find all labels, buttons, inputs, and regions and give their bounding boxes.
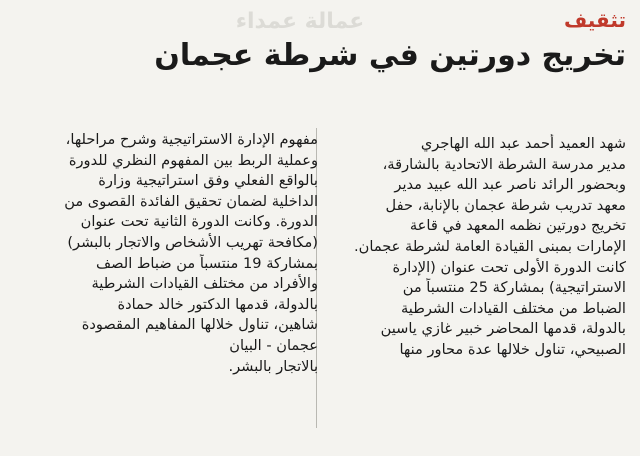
article-line: الاستراتيجية) بمشاركة 25 منتسباً من (402, 279, 626, 297)
section-label: تثقيف (563, 8, 626, 32)
article-line: كانت الدورة الأولى تحت عنوان (الإدارة (392, 258, 626, 276)
article-line: بالدولة، قدمها المحاضر خبير غازي ياسين (380, 320, 626, 338)
article-line: والأفراد من مختلف القيادات الشرطية (91, 275, 318, 293)
article-line: شهد العميد أحمد عبد الله الهاجري (420, 135, 626, 152)
article-line: تخريج دورتين نظمه المعهد في قاعة (409, 217, 626, 235)
article-line: الداخلية لضمان تحقيق الفائدة القصوى من (64, 192, 318, 210)
article-line: (مكافحة تهريب الأشخاص والاتجار بالبشر) (67, 233, 318, 251)
article-source: عجمان - البيان (229, 336, 318, 354)
article-column-right (336, 134, 626, 361)
article-column-left (20, 130, 318, 377)
article-line: بالدولة، قدمها الدكتور خالد حمادة (117, 295, 318, 313)
article-line: الإمارات بمبنى القيادة العامة لشرطة عجمان. (354, 237, 626, 255)
article-line: بمشاركة 19 منتسباً من ضباط الصف (96, 254, 318, 272)
article-line: الدورة. وكانت الدورة الثانية تحت عنوان (80, 213, 318, 231)
article-headline: تخريج دورتين في شرطة عجمان (154, 38, 626, 73)
article-line: مفهوم الإدارة الاستراتيجية وشرح مراحلها، (65, 131, 318, 148)
article-line: بالواقع الفعلي وفق استراتيجية وزارة (98, 172, 318, 190)
article-line: بالاتجار بالبشر. (228, 357, 318, 375)
article-line: مدير مدرسة الشرطة الاتحادية بالشارقة، (382, 155, 626, 173)
article-line: شاهين، تناول خلالها المفاهيم المقصودة (81, 316, 318, 334)
faded-previous-headline: عمالة عمداء (235, 9, 365, 34)
article-line: الضباط من مختلف القيادات الشرطية (400, 299, 626, 317)
article-line: الصبيحي، تناول خلالها عدة محاور منها (399, 340, 626, 358)
article-line: معهد تدريب شرطة عجمان بالإنابة، حفل (385, 196, 626, 214)
article-line: وعملية الربط بين المفهوم النظري للدورة (68, 151, 318, 169)
article-line: وبحضور الرائد ناصر عبد الله عبيد مدير (394, 176, 626, 194)
